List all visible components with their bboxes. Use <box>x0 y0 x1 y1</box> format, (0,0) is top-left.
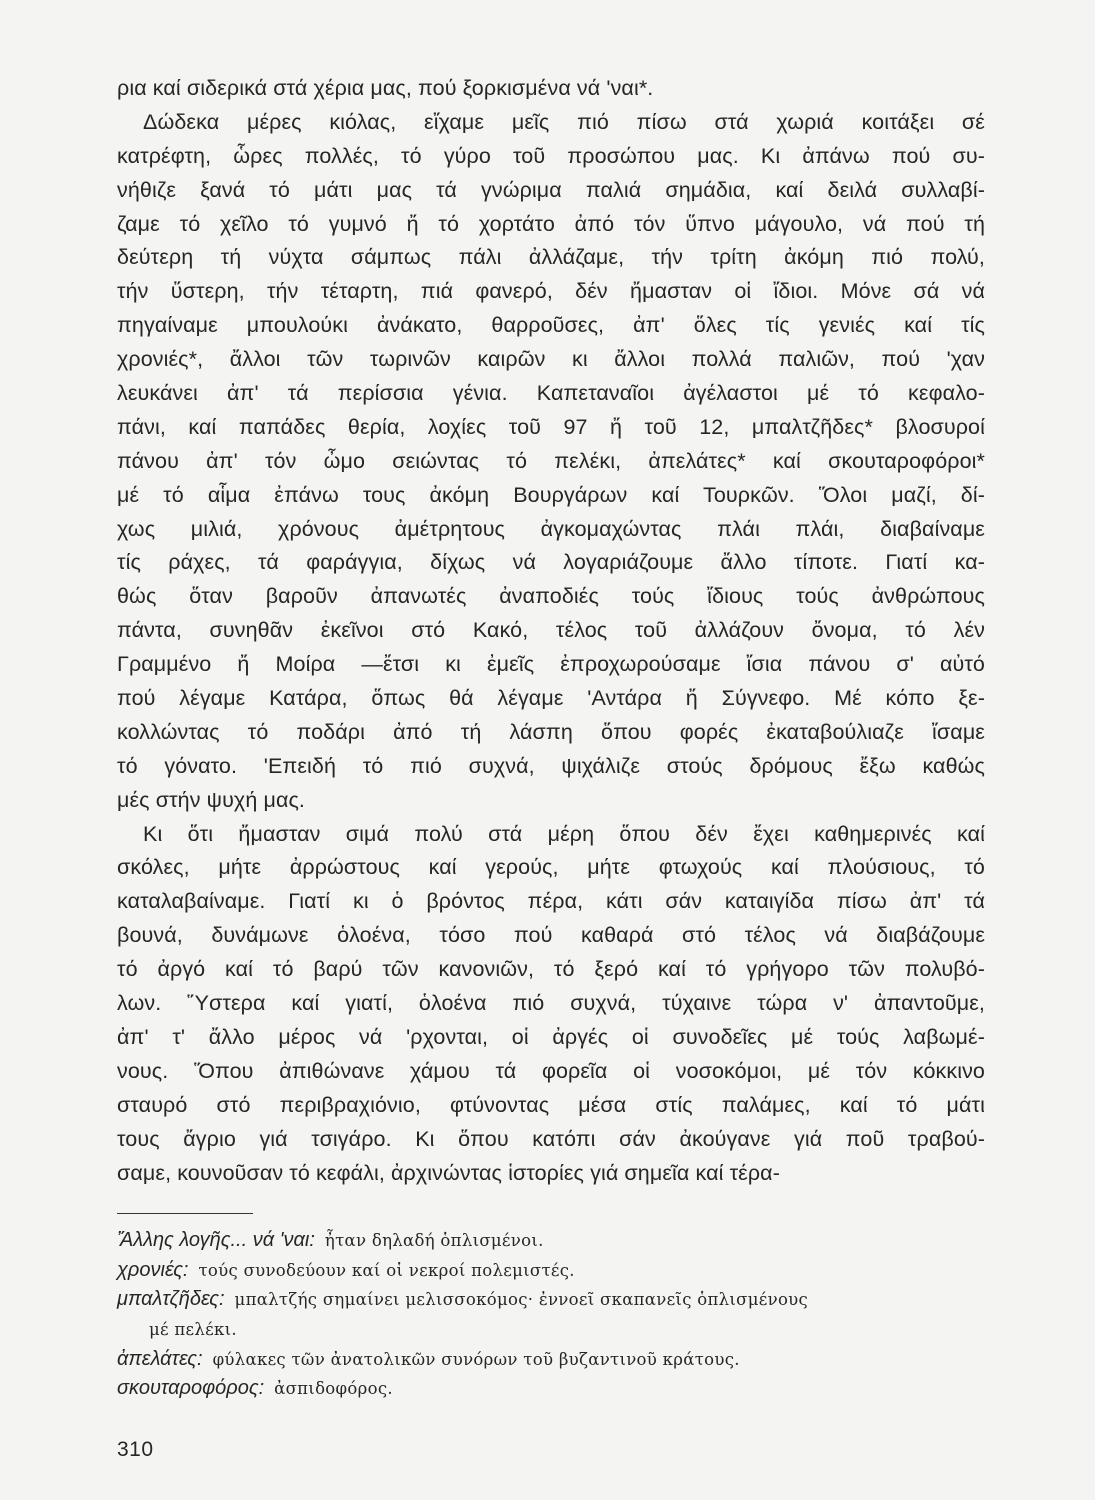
text-line: ζαμε τό χεῖλο τό γυμνό ἤ τό χορτάτο ἀπό τόν ὕπνο μάγουλο, νά πού τή <box>117 211 985 236</box>
text-line: πού λέγαμε Κατάρα, ὅπως θά λέγαμε 'Αντάρα ἤ Σύγνεφο. Μέ κόπο ξε- <box>117 686 985 711</box>
footnote-term: χρονιές: <box>117 1258 189 1281</box>
footnote-term: σκουταροφόρος: <box>117 1377 265 1400</box>
text-line: κολλώντας τό ποδάρι ἀπό τή λάσπη ὅπου φορές ἐκαταβούλιαζε ἴσαμε <box>117 719 985 744</box>
text-line: Δώδεκα μέρες κιόλας, εἴχαμε μεῖς πιό πίσω στά χωριά κοιτάξει σέ <box>143 109 985 134</box>
text-line: τους ἄγριο γιά τσιγάρο. Κι ὅπου κατόπι σάν ἀκούγανε γιά ποῦ τραβού- <box>117 1126 985 1151</box>
footnote <box>117 1226 997 1256</box>
footnote-definition: φύλακες τῶν ἀνατολικῶν συνόρων τοῦ βυζαντινοῦ κράτους. <box>212 1349 740 1369</box>
text-line: μές στήν ψυχή μας. <box>117 787 306 812</box>
footnote <box>117 1374 997 1404</box>
text-line: τίς ράχες, τά φαράγγια, δίχως νά λογαριάζουμε ἄλλο τίποτε. Γιατί κα- <box>117 550 985 575</box>
text-line: Κι ὅτι ἤμασταν σιμά πολύ στά μέρη ὅπου δέν ἔχει καθημερινές καί <box>143 821 985 846</box>
footnote <box>117 1285 997 1315</box>
text-line: χως μιλιά, χρόνους ἀμέτρητους ἀγκομαχώντας πλάι πλάι, διαβαίναμε <box>117 516 985 541</box>
text-line: λευκάνει ἀπ' τά περίσσια γένια. Καπεταναῖοι ἀγέλαστοι μέ τό κεφαλο- <box>117 381 985 406</box>
text-line: θώς ὅταν βαροῦν ἀπανωτές ἀναποδιές τούς ἴδιους τούς ἀνθρώπους <box>117 584 985 609</box>
footnote <box>117 1256 997 1286</box>
page-number: 310 <box>117 1438 154 1461</box>
text-line: καταλαβαίναμε. Γιατί κι ὁ βρόντος πέρα, κάτι σάν καταιγίδα πίσω ἀπ' τά <box>117 889 985 914</box>
footnote-definition: ἀσπιδοφόρος. <box>274 1379 393 1399</box>
footnotes <box>117 1226 997 1404</box>
text-line: σταυρό στό περιβραχιόνιο, φτύνοντας μέσα στίς παλάμες, καί τό μάτι <box>117 1092 985 1117</box>
text-line: κατρέφτη, ὧρες πολλές, τό γύρο τοῦ προσώπου μας. Κι ἀπάνω πού συ- <box>117 143 985 168</box>
footnote-term: Ἄλλης λογῆς... νά 'ναι: <box>117 1229 315 1251</box>
text-line: χρονιές*, ἄλλοι τῶν τωρινῶν καιρῶν κι ἄλλοι πολλά παλιῶν, πού 'χαν <box>117 347 985 372</box>
footnote <box>117 1345 997 1375</box>
text-line: ἀπ' τ' ἄλλο μέρος νά 'ρχονται, οἱ ἀργές οἱ συνοδεῖες μέ τούς λαβωμέ- <box>117 1024 985 1049</box>
footnote-definition: ἦταν δηλαδή ὁπλισμένοι. <box>324 1231 544 1250</box>
text-line: δεύτερη τή νύχτα σάμπως πάλι ἀλλάζαμε, τήν τρίτη ἀκόμη πιό πολύ, <box>117 245 985 270</box>
body-text <box>117 72 985 1190</box>
footnote <box>117 1315 997 1345</box>
footnote-definition: μέ πελέκι. <box>149 1320 237 1340</box>
text-line: νήθιζε ξανά τό μάτι μας τά γνώριμα παλιά σημάδια, καί δειλά συλλαβί- <box>117 177 985 202</box>
footnote-term: μπαλτζῆδες: <box>117 1288 225 1311</box>
footnote-term: ἀπελάτες: <box>117 1347 203 1370</box>
text-line: πάντα, συνηθᾶν ἐκεῖνοι στό Κακό, τέλος τοῦ ἀλλάζουν ὄνομα, τό λέν <box>117 618 985 643</box>
text-line: βουνά, δυνάμωνε ὁλοένα, τόσο πού καθαρά στό τέλος νά διαβάζουμε <box>117 923 985 948</box>
text-line: τήν ὕστερη, τήν τέταρτη, πιά φανερό, δέν ἤμασταν οἱ ἴδιοι. Μόνε σά νά <box>117 279 985 304</box>
text-line: τό γόνατο. 'Επειδή τό πιό συχνά, ψιχάλιζε στούς δρόμους ἔξω καθώς <box>117 753 985 778</box>
text-line: πηγαίναμε μπουλούκι ἀνάκατο, θαρροῦσες, ἀπ' ὅλες τίς γενιές καί τίς <box>117 313 985 338</box>
text-line: σκόλες, μήτε ἀρρώστους καί γερούς, μήτε φτωχούς καί πλούσιους, τό <box>117 855 985 880</box>
text-line: σαμε, κουνοῦσαν τό κεφάλι, ἀρχινώντας ἱστορίες γιά σημεῖα καί τέρα- <box>117 1160 780 1185</box>
text-line: πάνι, καί παπάδες θερία, λοχίες τοῦ 97 ἤ τοῦ 12, μπαλτζῆδες* βλοσυροί <box>117 414 985 439</box>
footnote-definition: τούς συνοδεύουν καί οἱ νεκροί πολεμιστές. <box>198 1260 575 1280</box>
text-line: νους. Ὅπου ἀπιθώνανε χάμου τά φορεῖα οἱ νοσοκόμοι, μέ τόν κόκκινο <box>117 1058 985 1083</box>
text-line: Γραμμένο ἤ Μοίρα —ἔτσι κι ἐμεῖς ἐπροχωρούσαμε ἴσια πάνου σ' αὐτό <box>117 652 985 677</box>
text-line: πάνου ἀπ' τόν ὦμο σειώντας τό πελέκι, ἀπελάτες* καί σκουταροφόροι* <box>117 448 985 473</box>
text-line: μέ τό αἷμα ἐπάνω τους ἀκόμη Βουργάρων καί Τουρκῶν. Ὅλοι μαζί, δί- <box>117 482 985 507</box>
footnote-divider <box>117 1213 253 1214</box>
text-line: λων. Ὕστερα καί γιατί, ὁλοένα πιό συχνά, τύχαινε τώρα ν' ἀπαντοῦμε, <box>117 991 985 1016</box>
footnote-definition: μπαλτζής σημαίνει μελισσοκόμος· ἐννοεῖ σκαπανεῖς ὁπλισμένους <box>234 1290 809 1310</box>
text-line: τό ἀργό καί τό βαρύ τῶν κανονιῶν, τό ξερό καί τό γρήγορο τῶν πολυβό- <box>117 957 985 982</box>
text-line: ρια καί σιδερικά στά χέρια μας, πού ξορκισμένα νά 'ναι*. <box>117 76 654 100</box>
